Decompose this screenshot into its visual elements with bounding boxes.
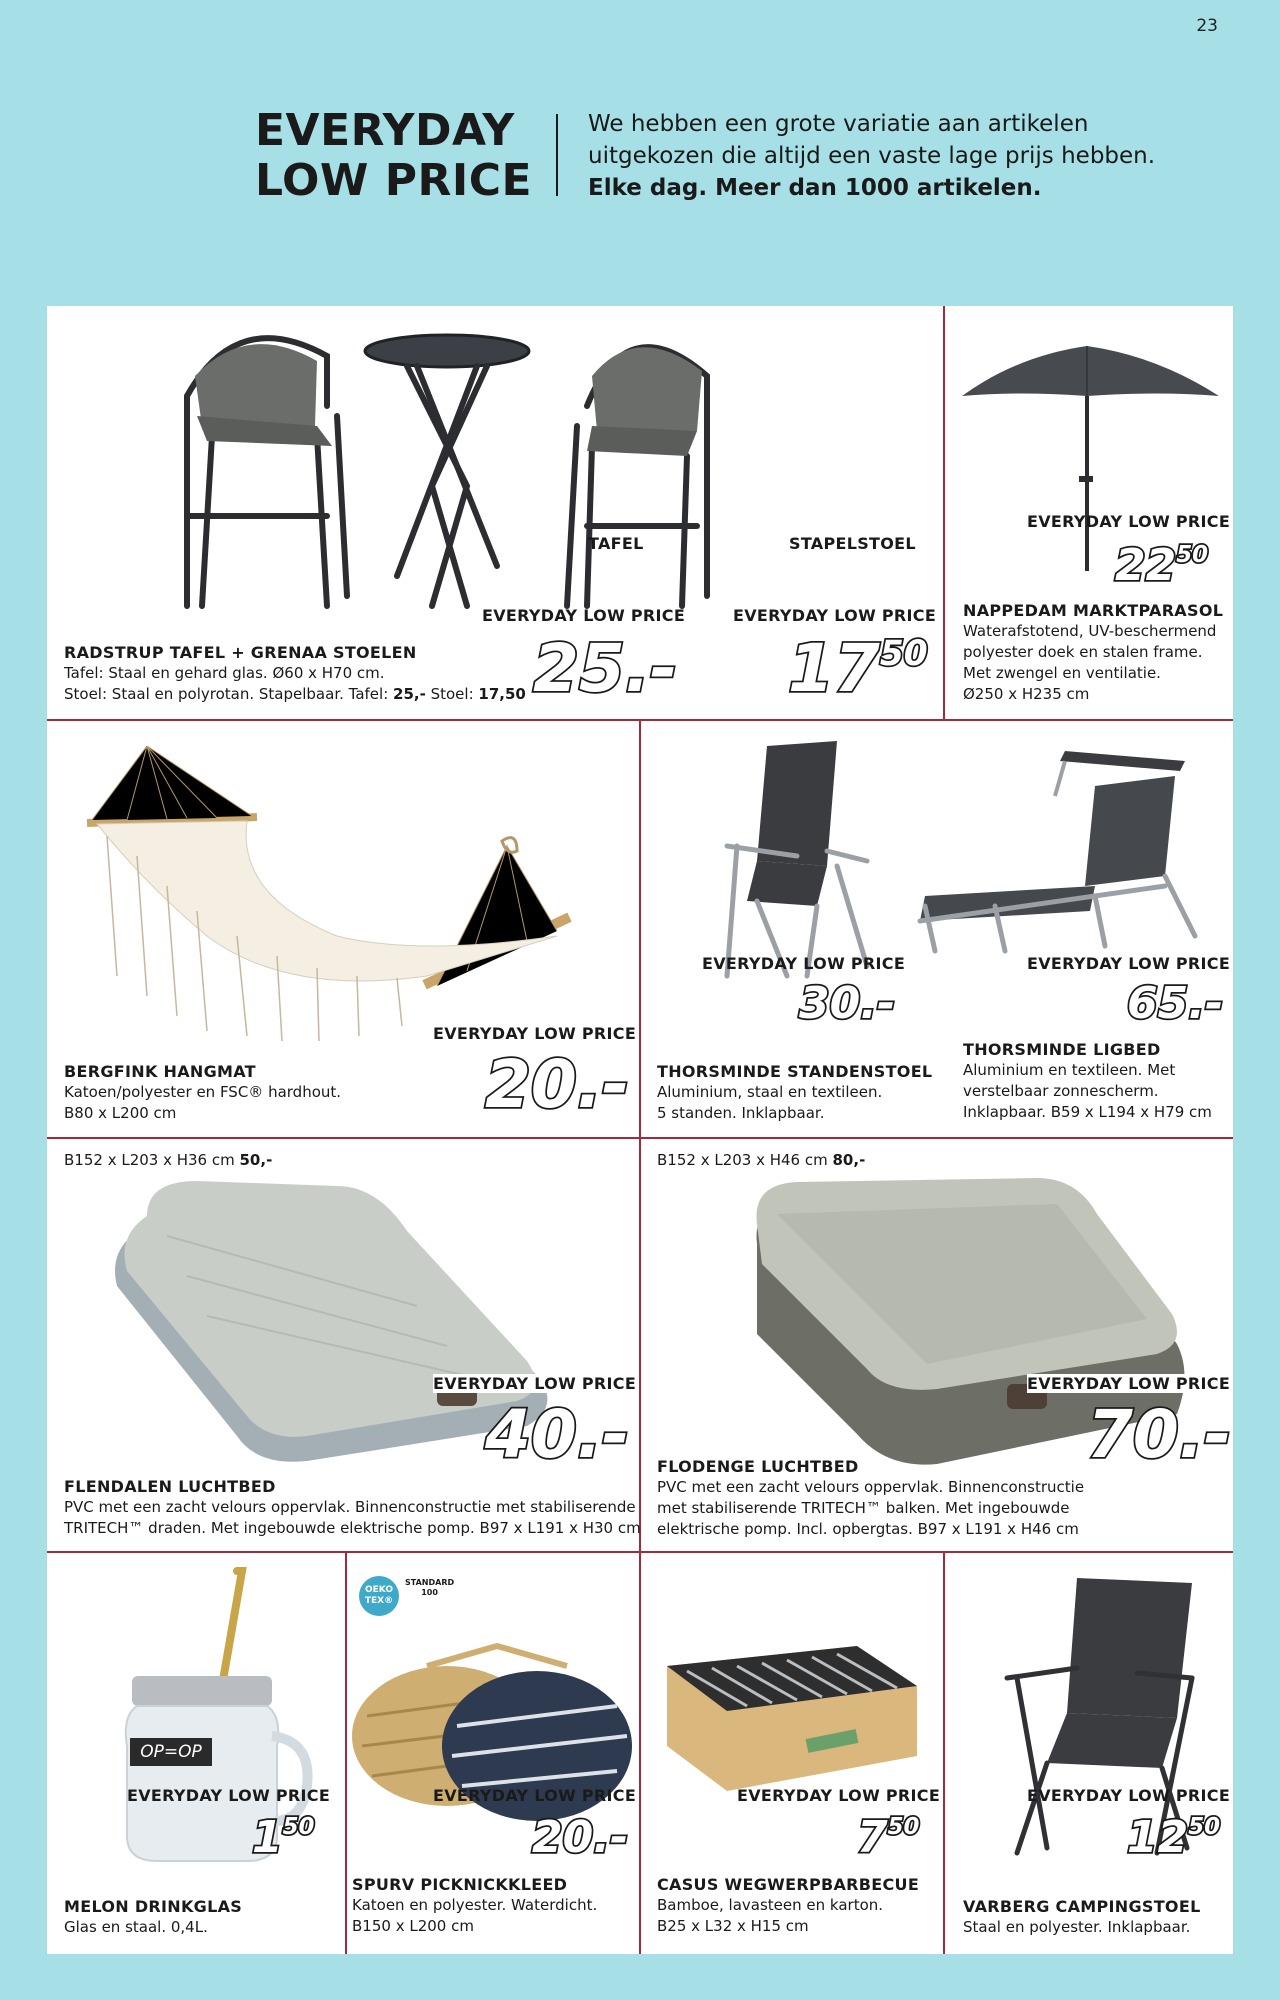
standenstoel-everyday-low-price: EVERYDAY LOW PRICE <box>702 954 906 973</box>
nappedam-line3: Met zwengel en ventilatie. <box>963 664 1161 682</box>
stoel-price <box>788 630 928 707</box>
flendalen-size <box>64 1151 272 1169</box>
flendalen-name: FLENDALEN LUCHTBED <box>64 1477 276 1496</box>
flodenge-price-main: 70.- <box>1087 1396 1232 1473</box>
standenstoel-line2: 5 standen. Inklapbaar. <box>657 1104 825 1122</box>
flodenge-line3: elektrische pomp. Incl. opbergtas. B97 x L191 x H46 cm <box>657 1520 1079 1538</box>
melon-name: MELON DRINKGLAS <box>64 1897 243 1916</box>
flendalen-size-price: 50,- <box>239 1151 273 1169</box>
radstrup-info <box>64 642 526 705</box>
varberg-name: VARBERG CAMPINGSTOEL <box>963 1897 1201 1916</box>
flendalen-price <box>485 1396 630 1473</box>
varberg-line1: Staal en polyester. Inklapbaar. <box>963 1918 1191 1936</box>
ligbed-line2: verstelbaar zonnescherm. <box>963 1082 1159 1100</box>
picnic-blanket-image <box>347 1636 637 1836</box>
oeko-tex-logo <box>359 1576 469 1636</box>
nappedam-everyday-low-price: EVERYDAY LOW PRICE <box>1027 512 1231 531</box>
radstrup-line2-text: Stoel: Staal en polyrotan. Stapelbaar. Tafel: <box>64 685 394 703</box>
header-text <box>588 108 1155 204</box>
varberg-price <box>1127 1812 1221 1863</box>
ligbed-info <box>963 1039 1212 1123</box>
standenstoel-price <box>799 978 896 1029</box>
flodenge-size-price: 80,- <box>832 1151 866 1169</box>
spurv-everyday-low-price: EVERYDAY LOW PRICE <box>433 1786 637 1805</box>
flendalen-line1: PVC met een zacht velours oppervlak. Binnenconstructie met stabiliserende <box>64 1498 636 1516</box>
casus-everyday-low-price: EVERYDAY LOW PRICE <box>737 1786 941 1805</box>
ligbed-line1: Aluminium en textileen. Met <box>963 1061 1176 1079</box>
divider <box>639 719 641 1954</box>
flendalen-info <box>64 1476 641 1539</box>
flodenge-price <box>1087 1396 1232 1473</box>
nappedam-price-main: 22 <box>1115 540 1177 591</box>
flendalen-line2: TRITECH™ draden. Met ingebouwde elektrische pomp. B97 x L191 x H30 cm <box>64 1519 641 1537</box>
flodenge-info <box>657 1456 1084 1540</box>
header-text-line1: We hebben een grote variatie aan artikelen <box>588 111 1089 137</box>
page-number: 23 <box>1196 16 1218 36</box>
tafel-label: TAFEL <box>588 534 644 553</box>
casus-price <box>857 1812 920 1863</box>
ligbed-price-main: 65.- <box>1127 978 1224 1029</box>
hammock-image <box>87 746 607 1046</box>
varberg-everyday-low-price: EVERYDAY LOW PRICE <box>1027 1786 1231 1805</box>
melon-price-main: 1 <box>252 1812 283 1863</box>
casus-info <box>657 1874 919 1937</box>
melon-info <box>64 1896 242 1938</box>
melon-everyday-low-price: EVERYDAY LOW PRICE <box>127 1786 331 1805</box>
spurv-price-main: 20.- <box>532 1812 629 1863</box>
nappedam-price-cents: 50 <box>1176 542 1209 569</box>
standenstoel-info <box>657 1061 932 1124</box>
divider <box>943 306 945 719</box>
nappedam-line1: Waterafstotend, UV-beschermend <box>963 622 1217 640</box>
casus-line2: B25 x L32 x H15 cm <box>657 1917 809 1935</box>
header-divider <box>556 114 558 196</box>
spurv-name: SPURV PICKNICKKLEED <box>352 1875 568 1894</box>
bergfink-info <box>64 1061 341 1124</box>
op-op-badge: OP=OP <box>130 1738 212 1766</box>
nappedam-name: NAPPEDAM MARKTPARASOL <box>963 601 1224 620</box>
flodenge-name: FLODENGE LUCHTBED <box>657 1457 859 1476</box>
tafel-price <box>533 630 678 707</box>
casus-line1: Bamboe, lavasteen en karton. <box>657 1896 884 1914</box>
bergfink-everyday-low-price: EVERYDAY LOW PRICE <box>433 1024 637 1043</box>
bergfink-name: BERGFINK HANGMAT <box>64 1062 256 1081</box>
flendalen-size-text: B152 x L203 x H36 cm <box>64 1151 240 1169</box>
oeko-tex-circle <box>359 1576 399 1616</box>
stoel-price-main: 17 <box>788 630 880 707</box>
standenstoel-line1: Aluminium, staal en textileen. <box>657 1083 883 1101</box>
ligbed-price <box>1127 978 1224 1029</box>
flodenge-everyday-low-price: EVERYDAY LOW PRICE <box>1027 1374 1231 1393</box>
stoel-everyday-low-price: EVERYDAY LOW PRICE <box>733 606 937 625</box>
nappedam-price <box>1115 540 1209 591</box>
radstrup-line2 <box>64 684 526 705</box>
bergfink-line2: B80 x L200 cm <box>64 1104 177 1122</box>
casus-price-main: 7 <box>857 1812 888 1863</box>
bistro-set-image <box>167 316 727 616</box>
radstrup-stoel-price-inline: 17,50 <box>478 685 526 703</box>
oeko-tex-word2: TEX® <box>364 1596 394 1606</box>
flodenge-size <box>657 1151 865 1169</box>
divider <box>47 1137 1233 1139</box>
header-text-line3: Elke dag. Meer dan 1000 artikelen. <box>588 175 1042 201</box>
nappedam-line4: Ø250 x H235 cm <box>963 685 1090 703</box>
product-sheet <box>47 306 1233 1954</box>
header-title-line2: LOW PRICE <box>255 155 533 206</box>
standenstoel-price-main: 30.- <box>799 978 896 1029</box>
ligbed-line3: Inklapbaar. B59 x L194 x H79 cm <box>963 1103 1212 1121</box>
flendalen-price-main: 40.- <box>485 1396 630 1473</box>
flodenge-size-text: B152 x L203 x H46 cm <box>657 1151 833 1169</box>
divider <box>943 1551 945 1954</box>
sun-lounger-image <box>915 736 1225 956</box>
varberg-price-cents: 50 <box>1188 1814 1221 1841</box>
melon-price-cents: 50 <box>282 1814 315 1841</box>
spurv-info <box>352 1874 597 1937</box>
tafel-everyday-low-price: EVERYDAY LOW PRICE <box>482 606 686 625</box>
spurv-line2: B150 x L200 cm <box>352 1917 474 1935</box>
flendalen-everyday-low-price: EVERYDAY LOW PRICE <box>433 1374 637 1393</box>
radstrup-name: RADSTRUP TAFEL + GRENAA STOELEN <box>64 643 417 662</box>
ligbed-everyday-low-price: EVERYDAY LOW PRICE <box>1027 954 1231 973</box>
radstrup-line2-text2: Stoel: <box>425 685 479 703</box>
reclining-chair-image <box>697 736 907 986</box>
divider <box>47 1551 1233 1553</box>
standenstoel-name: THORSMINDE STANDENSTOEL <box>657 1062 933 1081</box>
stoel-price-cents: 50 <box>879 633 928 674</box>
varberg-price-main: 12 <box>1127 1812 1189 1863</box>
header-title <box>255 106 532 206</box>
flodenge-line2: met stabiliserende TRITECH™ balken. Met ingebouwde <box>657 1499 1070 1517</box>
disposable-bbq-image <box>657 1606 927 1796</box>
casus-price-cents: 50 <box>887 1814 920 1841</box>
header-text-line2: uitgekozen die altijd een vaste lage prijs hebben. <box>588 143 1156 169</box>
flodenge-line1: PVC met een zacht velours oppervlak. Binnenconstructie <box>657 1478 1085 1496</box>
stapelstoel-label: STAPELSTOEL <box>789 534 916 553</box>
casus-name: CASUS WEGWERPBARBECUE <box>657 1875 920 1894</box>
varberg-info <box>963 1896 1201 1938</box>
oeko-tex-word1: OEKO <box>364 1585 394 1595</box>
tafel-price-main: 25.- <box>533 630 678 707</box>
oeko-tex-standard-word: STANDARD <box>405 1578 455 1587</box>
parasol-image <box>957 336 1227 576</box>
nappedam-info <box>963 600 1223 705</box>
radstrup-tafel-price-inline: 25,- <box>393 685 426 703</box>
header-title-line1: EVERYDAY <box>255 105 515 156</box>
spurv-line1: Katoen en polyester. Waterdicht. <box>352 1896 598 1914</box>
melon-line1: Glas en staal. 0,4L. <box>64 1918 208 1936</box>
radstrup-line1: Tafel: Staal en gehard glas. Ø60 x H70 cm. <box>64 664 385 682</box>
bergfink-price-main: 20.- <box>485 1046 630 1123</box>
oeko-tex-standard <box>405 1578 454 1598</box>
bergfink-price <box>485 1046 630 1123</box>
melon-price <box>252 1812 315 1863</box>
ligbed-name: THORSMINDE LIGBED <box>963 1040 1161 1059</box>
spurv-price <box>532 1812 629 1863</box>
oeko-tex-standard-number: 100 <box>421 1588 438 1597</box>
bergfink-line1: Katoen/polyester en FSC® hardhout. <box>64 1083 342 1101</box>
nappedam-line2: polyester doek en stalen frame. <box>963 643 1203 661</box>
